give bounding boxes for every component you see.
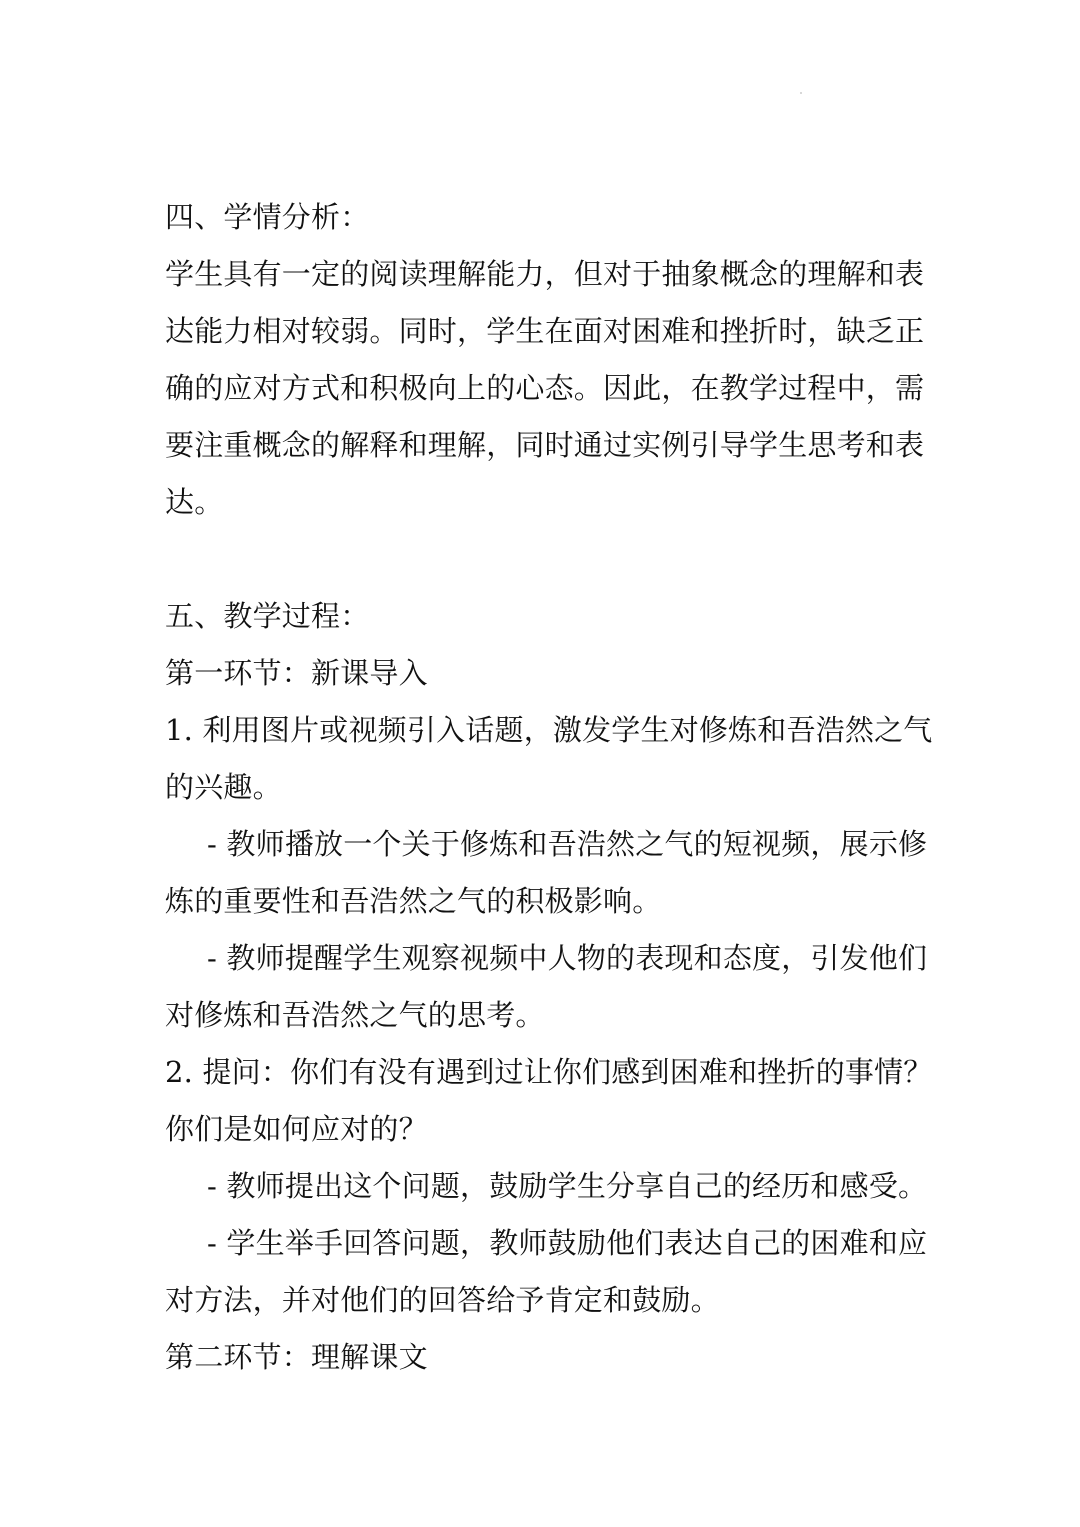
list-item-line: 1. 利用图片或视频引入话题，激发学生对修炼和吾浩然之气 [165,713,933,747]
stage-heading-2: 第二环节：理解课文 [165,1340,428,1374]
list-item-line: 的兴趣。 [165,770,282,804]
section-spacer [165,531,925,588]
stage-heading-1: 第一环节：新课导入 [165,656,428,690]
document-body [165,189,933,1386]
sub-item-line: 对方法，并对他们的回答给予肯定和鼓励。 [165,1283,720,1317]
sub-item-line: 对修炼和吾浩然之气的思考。 [165,998,545,1032]
paragraph-line: 达。 [165,485,224,519]
paragraph-line: 要注重概念的解释和理解，同时通过实例引导学生思考和表 [165,428,925,462]
sub-item-line: - 学生举手回答问题，教师鼓励他们表达自己的困难和应 [207,1226,928,1260]
paragraph-line: 确的应对方式和积极向上的心态。因此，在教学过程中，需 [165,371,925,405]
section-heading-analysis: 四、学情分析： [165,200,370,234]
sub-item-line: - 教师播放一个关于修炼和吾浩然之气的短视频，展示修 [207,827,928,861]
sub-item-line: - 教师提出这个问题，鼓励学生分享自己的经历和感受。 [207,1169,928,1203]
paragraph-line: 达能力相对较弱。同时，学生在面对困难和挫折时，缺乏正 [165,314,925,348]
list-item-line: 你们是如何应对的？ [165,1112,428,1146]
section-heading-process: 五、教学过程： [165,599,370,633]
sub-item-line: - 教师提醒学生观察视频中人物的表现和态度，引发他们 [207,941,928,975]
sub-item-line: 炼的重要性和吾浩然之气的积极影响。 [165,884,662,918]
list-item-line: 2. 提问：你们有没有遇到过让你们感到困难和挫折的事情？ [165,1055,933,1089]
scan-speck [800,92,802,94]
paragraph-line: 学生具有一定的阅读理解能力，但对于抽象概念的理解和表 [165,257,925,291]
